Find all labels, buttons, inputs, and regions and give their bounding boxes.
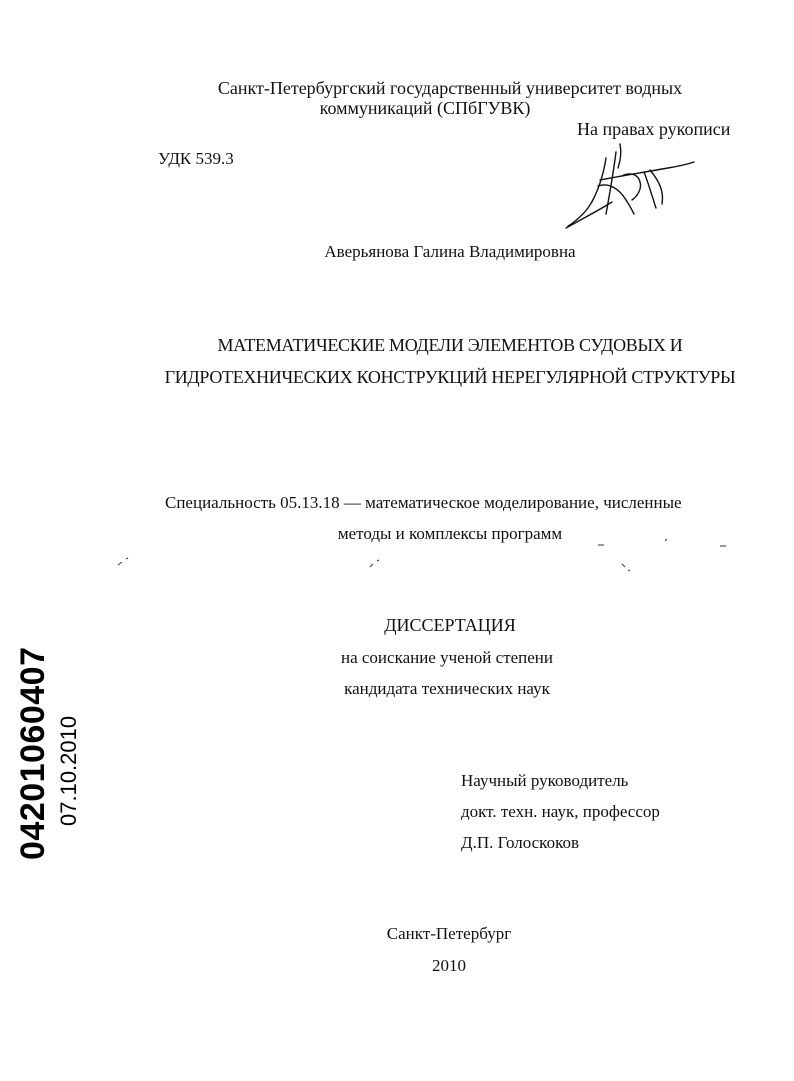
city: Санкт-Петербург	[386, 924, 512, 943]
rights-note: На правах рукописи	[577, 119, 731, 139]
document-type: ДИССЕРТАЦИЯ	[384, 615, 516, 635]
degree-line2: кандидата технических наук	[344, 679, 550, 698]
library-stamp-number: 04201060407	[14, 646, 52, 860]
advisor-role: Научный руководитель	[461, 771, 629, 790]
advisor-degree: докт. техн. наук, профессор	[461, 802, 660, 821]
year: 2010	[432, 956, 466, 975]
advisor-name: Д.П. Голоскоков	[461, 833, 580, 852]
degree-line1: на соискание ученой степени	[340, 648, 554, 667]
dissertation-title-line2: ГИДРОТЕХНИЧЕСКИХ КОНСТРУКЦИЙ НЕРЕГУЛЯРНОЙ СТРУКТУРЫ	[164, 367, 736, 387]
specialty-line1: Специальность 05.13.18 — математическое моделирование, численные	[165, 493, 682, 512]
library-stamp-date: 07.10.2010	[56, 715, 81, 826]
udc-code: УДК 539.3	[158, 149, 234, 168]
university-name-line2: коммуникаций (СПбГУВК)	[319, 98, 531, 118]
author-name: Аверьянова Галина Владимировна	[324, 242, 576, 261]
university-name-line1: Санкт-Петербургский государственный университет водных	[217, 78, 683, 98]
specialty-line2: методы и комплексы программ	[337, 524, 563, 543]
dissertation-title-line1: МАТЕМАТИЧЕСКИЕ МОДЕЛИ ЭЛЕМЕНТОВ СУДОВЫХ И	[217, 335, 683, 355]
